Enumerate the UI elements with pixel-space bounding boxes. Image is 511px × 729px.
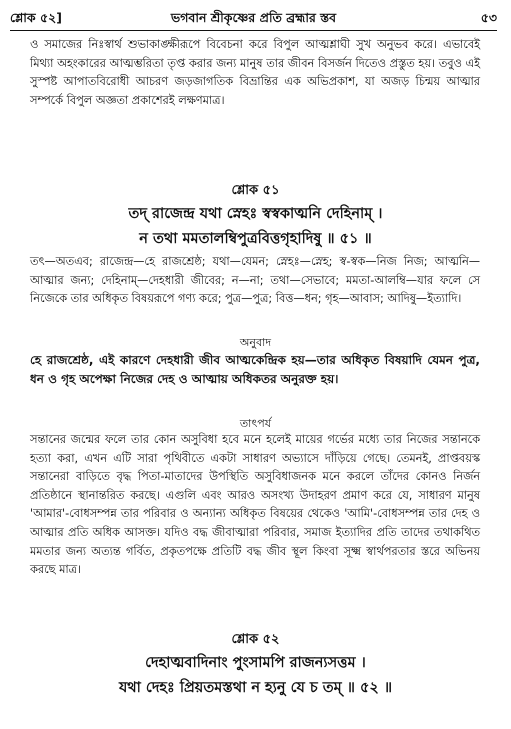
running-header bbox=[10, 8, 497, 30]
header-rule bbox=[10, 30, 497, 31]
sloka-52-line-2: যথা দেহঃ প্রিয়তমস্তথা ন হ্যনু যে চ তম্ ॥ ৫২ ॥ bbox=[118, 680, 393, 696]
page-number: ৫৩ bbox=[480, 10, 497, 25]
sloka-51-purport: সন্তানের জন্মের ফলে তার কোন অসুবিধা হবে মনে হলেই মায়ের গর্ভের মধ্যে তার নিজের সন্তানকে হত্যা করা, এখন এটি সারা পৃথিবীতে একটা সাধারণ অভ্যাসে দাঁড়িয়ে গেছে। তেমনই, প্রাপ্তবয়স্ক সন্তানেরা বাড়িতে বৃদ্ধ পিতা-মাতাদের উপস্থিতি অসুবিধাজনক মনে করলে তাঁদের কোনও নির্জন প্রতিষ্ঠানে স্থানান্তরিত করছে। এগুলি এবং আরও অসংখ্য উদাহরণ প্রমাণ করে যে, সাধারণ মানুষ 'আমার'-বোধসম্পন্ন তার পরিবার ও অন্যান্য অধিকৃত বিষয়ের থেকেও 'আমি'-বোধসম্পন্ন তার দেহ ও আত্মার প্রতি অধিক আসক্ত। যদিও বদ্ধ জীবাত্মারা পরিবার, সমাজ ইত্যাদির প্রতি তাদের তথাকথিত মমতার জন্য অত্যন্ত গর্বিত, প্রকৃতপক্ষে প্রতিটি বদ্ধ জীব স্থূল কিংবা সূক্ষ্ম স্বার্থপরতার স্তরে অভিনয় করছে মাত্র। bbox=[30, 433, 480, 577]
sloka-52-heading: শ্লোক ৫২ bbox=[231, 632, 280, 647]
sloka-51-translation: হে রাজশ্রেষ্ঠ, এই কারণে দেহধারী জীব আত্মকেন্দ্রিক হয়—তার অধিকৃত বিষয়াদি যেমন পুত্র, ধন ও গৃহ অপেক্ষা নিজের দেহ ও আত্মায় অধিকতর অনুরক্ত হয়। bbox=[30, 353, 480, 386]
translation-heading: অনুবাদ bbox=[239, 336, 272, 349]
header-verse-ref: শ্লোক ৫২] bbox=[10, 10, 62, 25]
sloka-51-line-2: ন তথা মমতালম্বিপুত্রবিত্তগৃহাদিষু ॥ ৫১ ॥ bbox=[139, 231, 372, 247]
header-chapter-title: ভগবান শ্রীকৃষ্ণের প্রতি ব্রহ্মার স্তব bbox=[170, 10, 337, 25]
intro-paragraph: ও সমাজের নিঃস্বার্থ শুভাকাঙ্ক্ষীরূপে বিবেচনা করে বিপুল আত্মশ্লাঘী সুখ অনুভব করে। এভাবেই মিথ্যা অহংকারের আত্মম্ভরিতা তৃপ্ত করার জন্য মানুষ তার জীবন বিসর্জন দিতেও প্রস্তুত হয়। তবুও এই সুস্পষ্ট আপাতবিরোধী আচরণ জড়জাগতিক বিভ্রান্তির এক অভিপ্রকাশ, যা অজড় চিন্ময় আত্মার সম্পর্কে বিপুল অজ্ঞতা প্রকাশেরই লক্ষণমাত্র। bbox=[30, 38, 480, 107]
sloka-51-synonyms: তৎ—অতএব; রাজেন্দ্র—হে রাজশ্রেষ্ঠ; যথা—যেমন; স্নেহঃ—স্নেহ; স্ব-স্বক—নিজ নিজ; আত্মনি—আত্মার জন্য; দেহিনাম্—দেহধারী জীবের; ন—না; তথা—সেভাবে; মমতা-আলম্বি—যার ফলে সে নিজেকে তার অধিকৃত বিষয়রূপে গণ্য করে; পুত্র—পুত্র; বিত্ত—ধন; গৃহ—আবাস; আদিষু—ইত্যাদি। bbox=[30, 255, 480, 306]
sloka-51-line-1: তদ্ রাজেন্দ্র যথা স্নেহঃ স্বস্বকাত্মনি দেহিনাম্ । bbox=[128, 206, 383, 222]
purport-heading: তাৎপর্য bbox=[239, 417, 272, 430]
sloka-52-line-1: দেহাত্মবাদিনাং পুংসামপি রাজন্যসত্তম । bbox=[145, 655, 366, 671]
sloka-51-heading: শ্লোক ৫১ bbox=[231, 183, 280, 198]
